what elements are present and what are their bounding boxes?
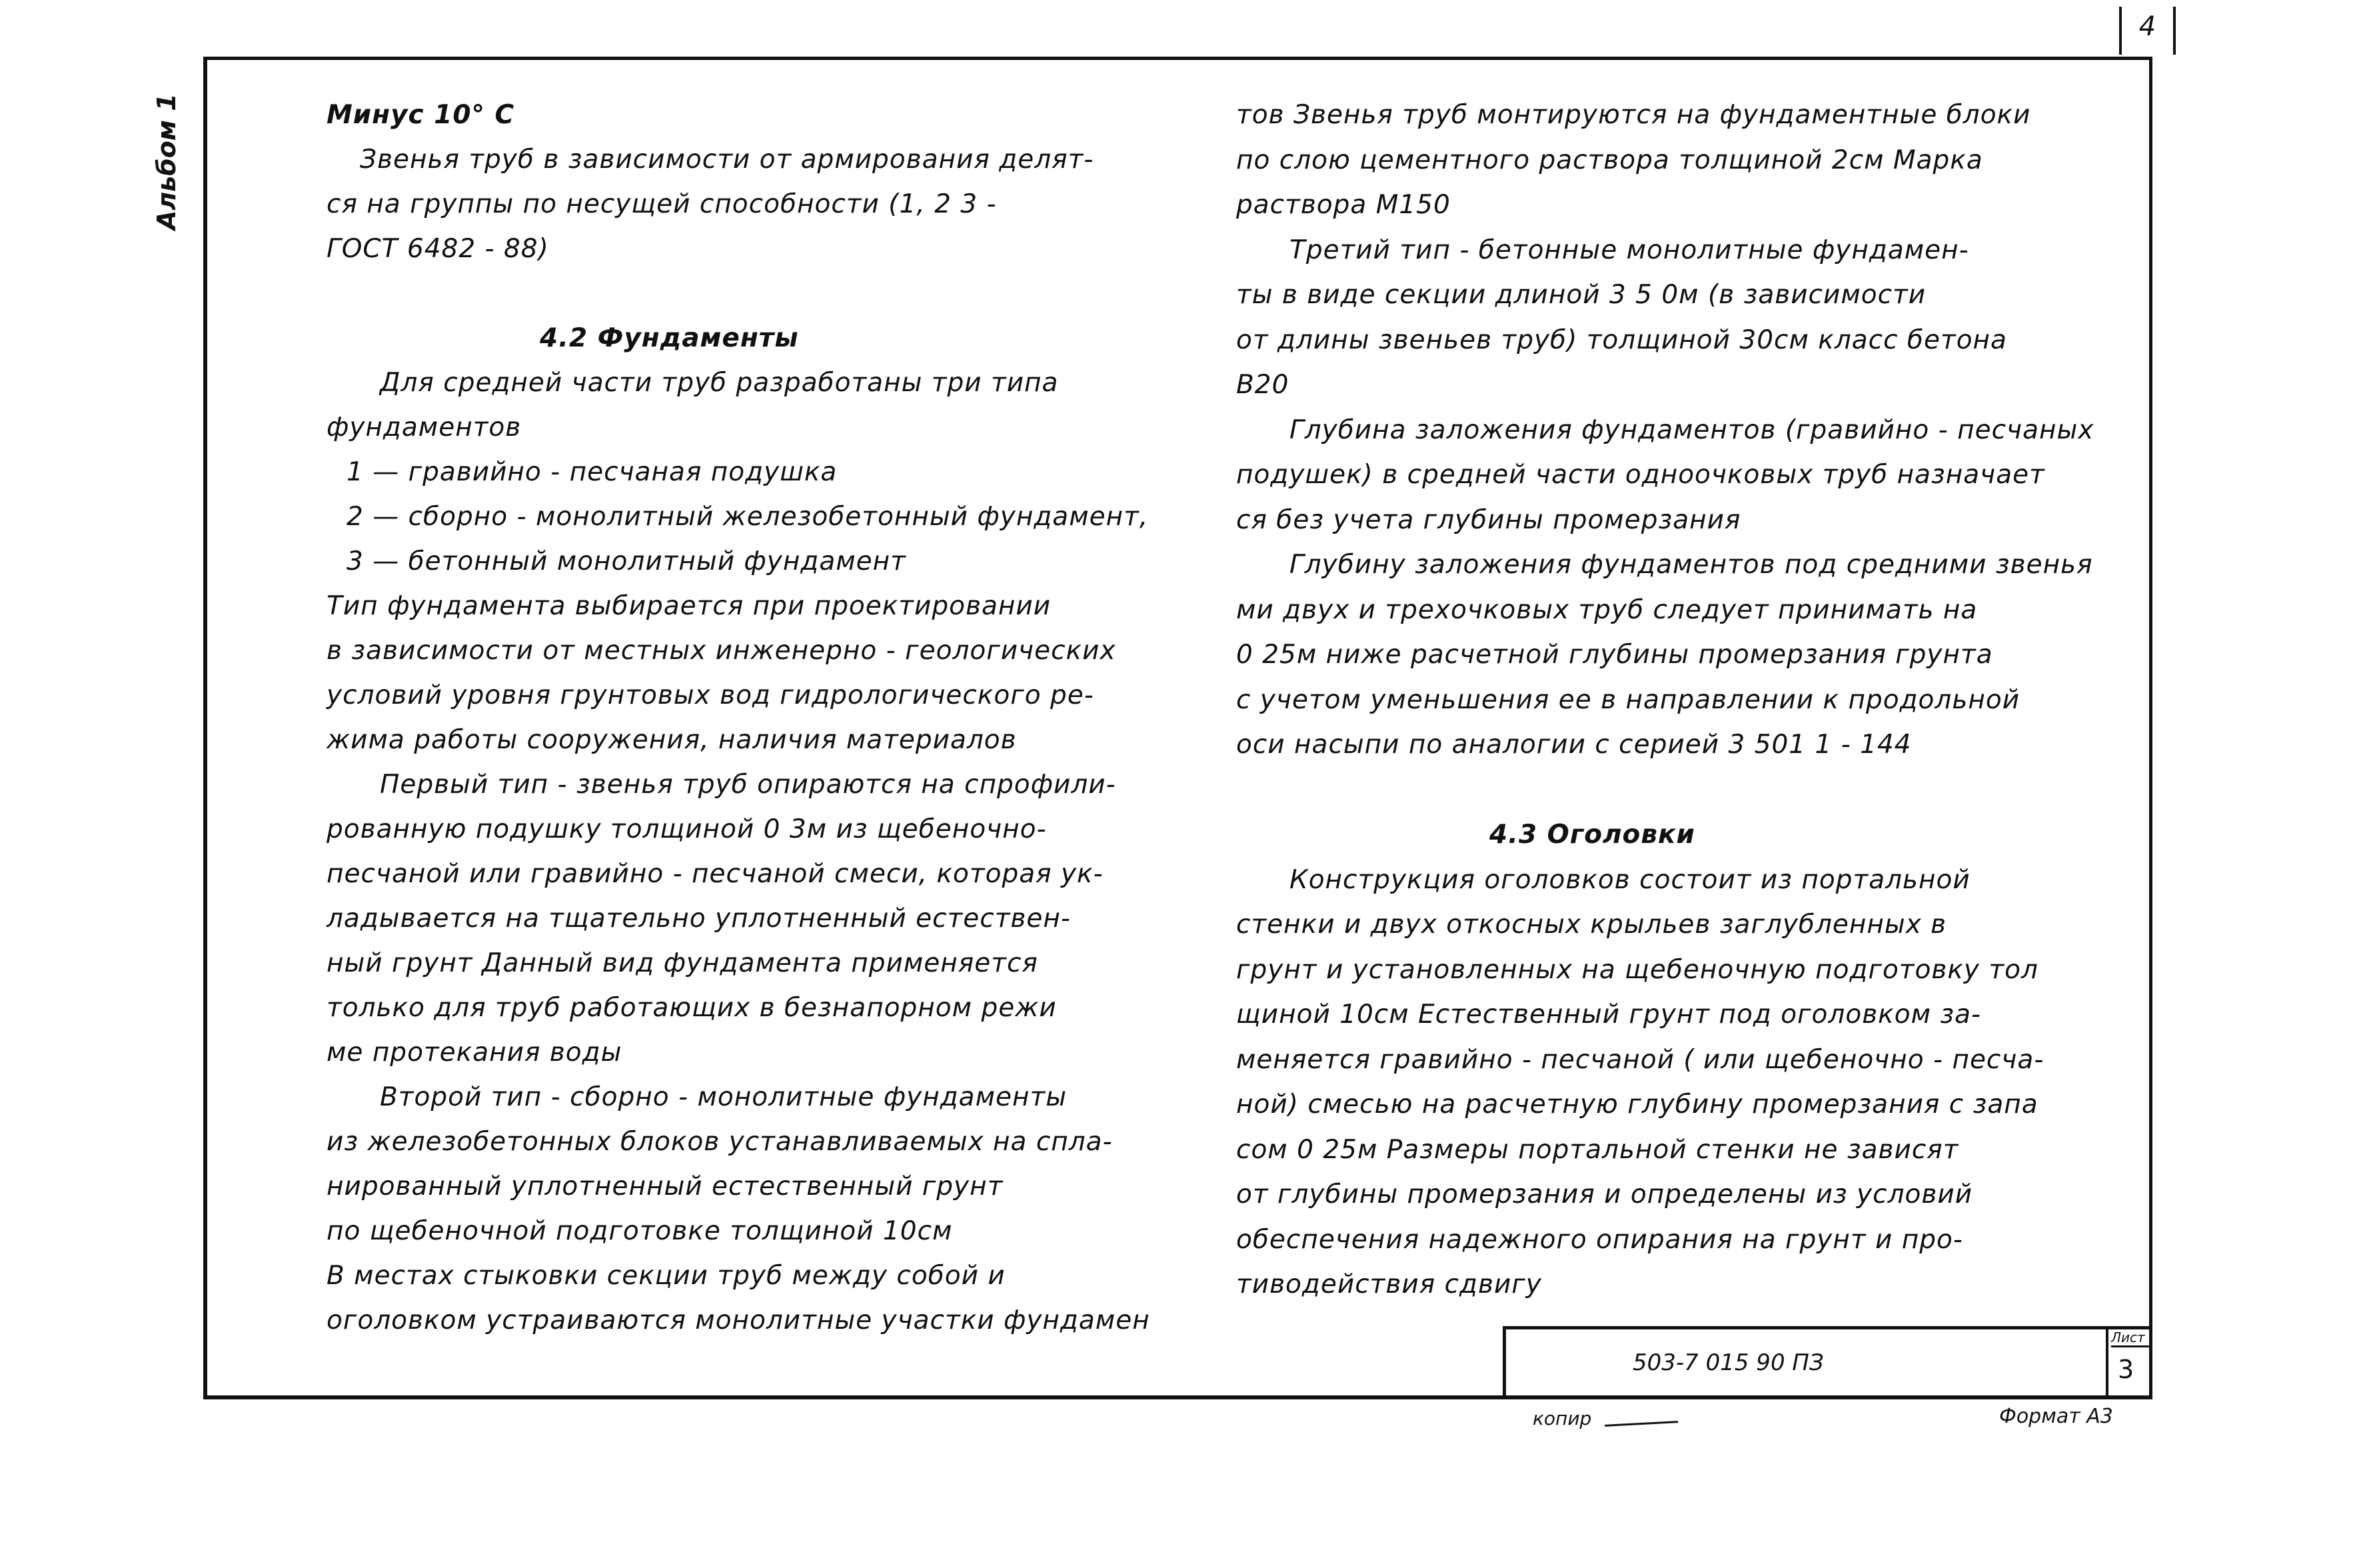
- left-text-line: песчаной или гравийно - песчаной смеси, которая ук-: [327, 859, 1104, 889]
- left-text-line: ладывается на тщательно уплотненный естествен-: [327, 904, 1071, 934]
- left-text-line: 3 — бетонный монолитный фундамент: [347, 546, 906, 576]
- left-text-line: из железобетонных блоков устанавливаемых на спла-: [327, 1127, 1113, 1157]
- title-block-stamp: [1503, 1326, 2152, 1399]
- right-text-line: раствора М150: [1236, 190, 1451, 220]
- right-text-line: грунт и установленных на щебеночную подготовку тол: [1236, 954, 2038, 985]
- left-text-line: условий уровня грунтовых вод гидрологического ре-: [327, 680, 1094, 710]
- right-text-line: ной) смесью на расчетную глубину промерзания с запа: [1236, 1090, 2038, 1120]
- right-text-line: подушек) в средней части одноочковых труб назначает: [1236, 460, 2045, 490]
- right-text-line: ми двух и трехочковых труб следует принимать на: [1236, 594, 1978, 625]
- left-text-line: ный грунт Данный вид фундамента применяется: [327, 948, 1038, 978]
- left-text-line: В местах стыковки секции труб между собой и: [327, 1261, 1006, 1291]
- right-text-line: тов Звенья труб монтируются на фундаментные блоки: [1236, 100, 2031, 130]
- right-text-line: ты в виде секции длиной 3 5 0м (в зависимости: [1236, 280, 1927, 310]
- left-text-line: Для средней части труб разработаны три типа: [380, 368, 1059, 398]
- right-text-line: от длины звеньев труб) толщиной 30см класс бетона: [1236, 325, 2007, 355]
- left-text-line: 2 — сборно - монолитный железобетонный фундамент,: [347, 502, 1149, 532]
- copy-mark: [1533, 1407, 1678, 1429]
- right-text-line: тиводействия сдвигу: [1236, 1269, 1542, 1299]
- copy-label: копир: [1533, 1407, 1592, 1429]
- left-text-line: Минус 10° С: [327, 100, 515, 130]
- right-text-line: Конструкция оголовков состоит из портальной: [1289, 864, 1971, 895]
- right-text-line: от глубины промерзания и определены из условий: [1236, 1179, 1973, 1209]
- left-text-line: только для труб работающих в безнапорном режи: [327, 993, 1057, 1023]
- right-text-line: В20: [1236, 370, 1289, 400]
- right-text-line: с учетом уменьшения ее в направлении к продольной: [1236, 684, 2020, 715]
- right-text-line: 4.3 Оголовки: [1489, 820, 1695, 850]
- left-text-line: ме протекания воды: [327, 1038, 622, 1068]
- right-text-line: меняется гравийно - песчаной ( или щебеночно - песча-: [1236, 1044, 2044, 1075]
- left-text-line: 4.2 Фундаменты: [540, 323, 799, 353]
- left-text-line: Второй тип - сборно - монолитные фундаменты: [380, 1082, 1067, 1112]
- left-text-line: нированный уплотненный естественный грунт: [327, 1172, 1004, 1201]
- right-text-line: обеспечения надежного опирания на грунт и про-: [1236, 1224, 1963, 1255]
- sheet-label: Лист: [2111, 1329, 2150, 1347]
- left-text-line: по щебеночной подготовке толщиной 10см: [327, 1216, 953, 1246]
- left-text-line: ГОСТ 6482 - 88): [327, 234, 549, 264]
- left-text-line: жима работы сооружения, наличия материалов: [327, 725, 1017, 755]
- right-text-line: стенки и двух откосных крыльев заглубленных в: [1236, 910, 1947, 940]
- right-text-line: Глубина заложения фундаментов (гравийно - песчаных: [1289, 414, 2094, 445]
- right-text-line: Глубину заложения фундаментов под средними звенья: [1289, 550, 2093, 580]
- signature-icon: [1605, 1418, 1678, 1427]
- document-code: 503-7 015 90 ПЗ: [1633, 1349, 1824, 1376]
- left-text-line: оголовком устраиваются монолитные участки фундамен: [327, 1305, 1150, 1335]
- right-text-line: оси насыпи по аналогии с серией 3 501 1 - 144: [1236, 730, 1912, 760]
- left-text-line: ся на группы по несущей способности (1, 2 3 -: [327, 189, 997, 219]
- right-text-line: Третий тип - бетонные монолитные фундамен-: [1289, 235, 1969, 265]
- right-text-line: ся без учета глубины промерзания: [1236, 504, 1741, 535]
- left-text-line: 1 — гравийно - песчаная подушка: [347, 457, 838, 487]
- right-text-line: по слою цементного раствора толщиной 2см Марка: [1236, 145, 1983, 175]
- corner-page-number: 4: [2119, 7, 2176, 55]
- right-text-line: щиной 10см Естественный грунт под оголовком за-: [1236, 1000, 1982, 1030]
- left-text-line: Тип фундамента выбирается при проектировании: [327, 591, 1052, 621]
- right-text-line: сом 0 25м Размеры портальной стенки не зависят: [1236, 1134, 1959, 1165]
- sheet-number: 3: [2118, 1355, 2134, 1384]
- left-text-line: фундаментов: [327, 412, 522, 442]
- left-text-line: Первый тип - звенья труб опираются на спрофили-: [380, 770, 1116, 800]
- left-text-line: рованную подушку толщиной 0 3м из щебеночно-: [327, 814, 1047, 844]
- format-label: Формат А3: [1999, 1405, 2113, 1428]
- right-text-line: 0 25м ниже расчетной глубины промерзания грунта: [1236, 640, 1993, 670]
- sheet-box: [2106, 1329, 2152, 1399]
- left-text-line: в зависимости от местных инженерно - геологических: [327, 636, 1116, 666]
- album-side-label: Альбом 1: [152, 93, 181, 230]
- left-text-line: Звенья труб в зависимости от армирования делят-: [360, 145, 1094, 175]
